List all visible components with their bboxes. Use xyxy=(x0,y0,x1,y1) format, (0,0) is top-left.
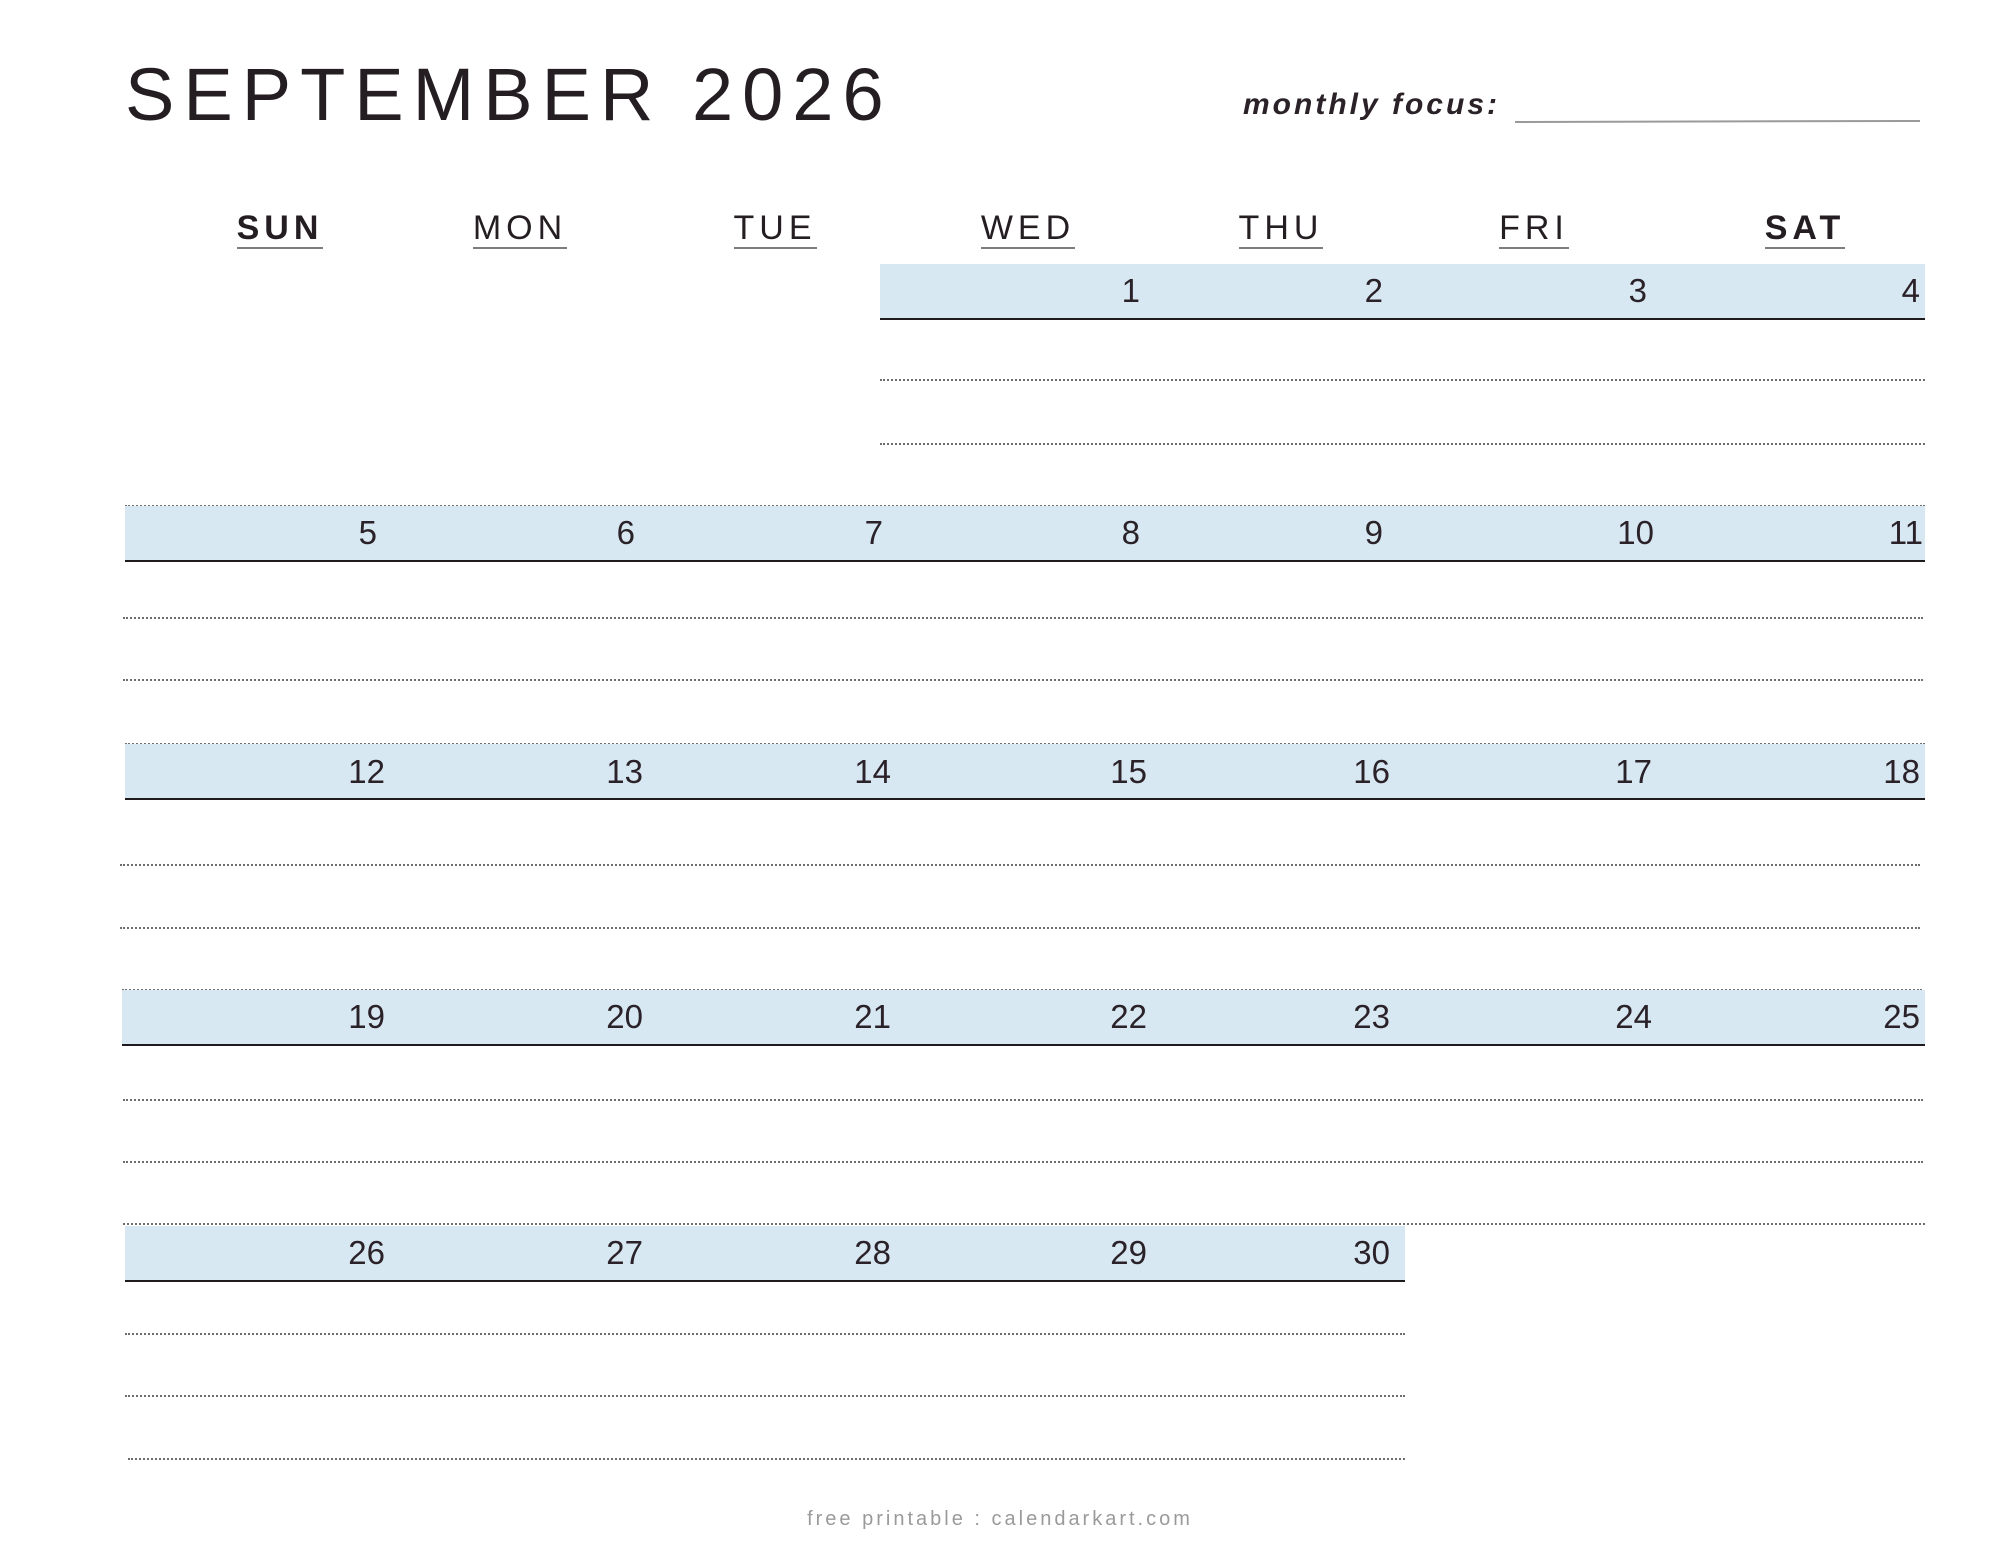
weekday-thu xyxy=(1201,210,1361,249)
weekday-label: SAT xyxy=(1765,210,1845,249)
day-number: 26 xyxy=(348,1234,385,1271)
day-number: 8 xyxy=(1121,514,1140,551)
writing-line xyxy=(123,617,1923,619)
monthly-focus-label: monthly focus: xyxy=(1243,88,1500,121)
day-number: 12 xyxy=(348,753,385,790)
day-number: 27 xyxy=(606,1234,643,1271)
day-number: 19 xyxy=(348,998,385,1035)
weekday-label: THU xyxy=(1239,210,1324,249)
calendar-title: SEPTEMBER 2026 xyxy=(125,53,893,136)
weekday-wed xyxy=(948,210,1108,249)
weekday-sat xyxy=(1725,210,1885,249)
day-number: 10 xyxy=(1617,514,1654,551)
day-number: 21 xyxy=(854,998,891,1035)
writing-line xyxy=(120,927,1920,929)
weekday-tue xyxy=(695,210,855,249)
day-number: 7 xyxy=(864,514,883,551)
writing-line xyxy=(123,1099,1923,1101)
day-number: 5 xyxy=(358,514,377,551)
weekday-sun xyxy=(200,210,360,249)
writing-line xyxy=(880,443,1925,445)
week-1-band xyxy=(880,264,1925,320)
weekday-label: MON xyxy=(473,210,567,249)
day-number: 4 xyxy=(1901,272,1920,309)
day-number: 18 xyxy=(1883,753,1920,790)
writing-line xyxy=(120,864,1920,866)
day-number: 17 xyxy=(1615,753,1652,790)
writing-line xyxy=(128,1458,1405,1460)
monthly-focus-line xyxy=(1515,120,1920,123)
day-number: 30 xyxy=(1353,1234,1390,1271)
day-number: 13 xyxy=(606,753,643,790)
week-4-band xyxy=(122,990,1925,1046)
day-number: 16 xyxy=(1353,753,1390,790)
weekday-label: SUN xyxy=(237,210,324,249)
day-number: 25 xyxy=(1883,998,1920,1035)
week-3-band xyxy=(125,744,1925,800)
day-number: 11 xyxy=(1888,514,1923,551)
week-2-band xyxy=(125,506,1925,562)
weekday-header-row xyxy=(125,210,1925,250)
weekday-label: TUE xyxy=(734,210,817,249)
day-number: 28 xyxy=(854,1234,891,1271)
writing-line xyxy=(123,679,1923,681)
weekday-fri xyxy=(1454,210,1614,249)
footer-credit: free printable : calendarkart.com xyxy=(807,1508,1193,1530)
weekday-mon xyxy=(440,210,600,249)
writing-line xyxy=(123,1161,1923,1163)
day-number: 24 xyxy=(1615,998,1652,1035)
day-number: 23 xyxy=(1353,998,1390,1035)
day-number: 9 xyxy=(1364,514,1383,551)
day-number: 2 xyxy=(1364,272,1383,309)
writing-line xyxy=(125,1333,1405,1335)
day-number: 3 xyxy=(1628,272,1647,309)
writing-line xyxy=(123,1223,1925,1225)
day-number: 20 xyxy=(606,998,643,1035)
weekday-label: FRI xyxy=(1499,210,1569,249)
day-number: 15 xyxy=(1110,753,1147,790)
day-number: 6 xyxy=(616,514,635,551)
day-number: 14 xyxy=(854,753,891,790)
day-number: 29 xyxy=(1110,1234,1147,1271)
writing-line xyxy=(880,379,1925,381)
day-number: 22 xyxy=(1110,998,1147,1035)
day-number: 1 xyxy=(1121,272,1140,309)
writing-line xyxy=(125,1395,1405,1397)
weekday-label: WED xyxy=(981,210,1075,249)
